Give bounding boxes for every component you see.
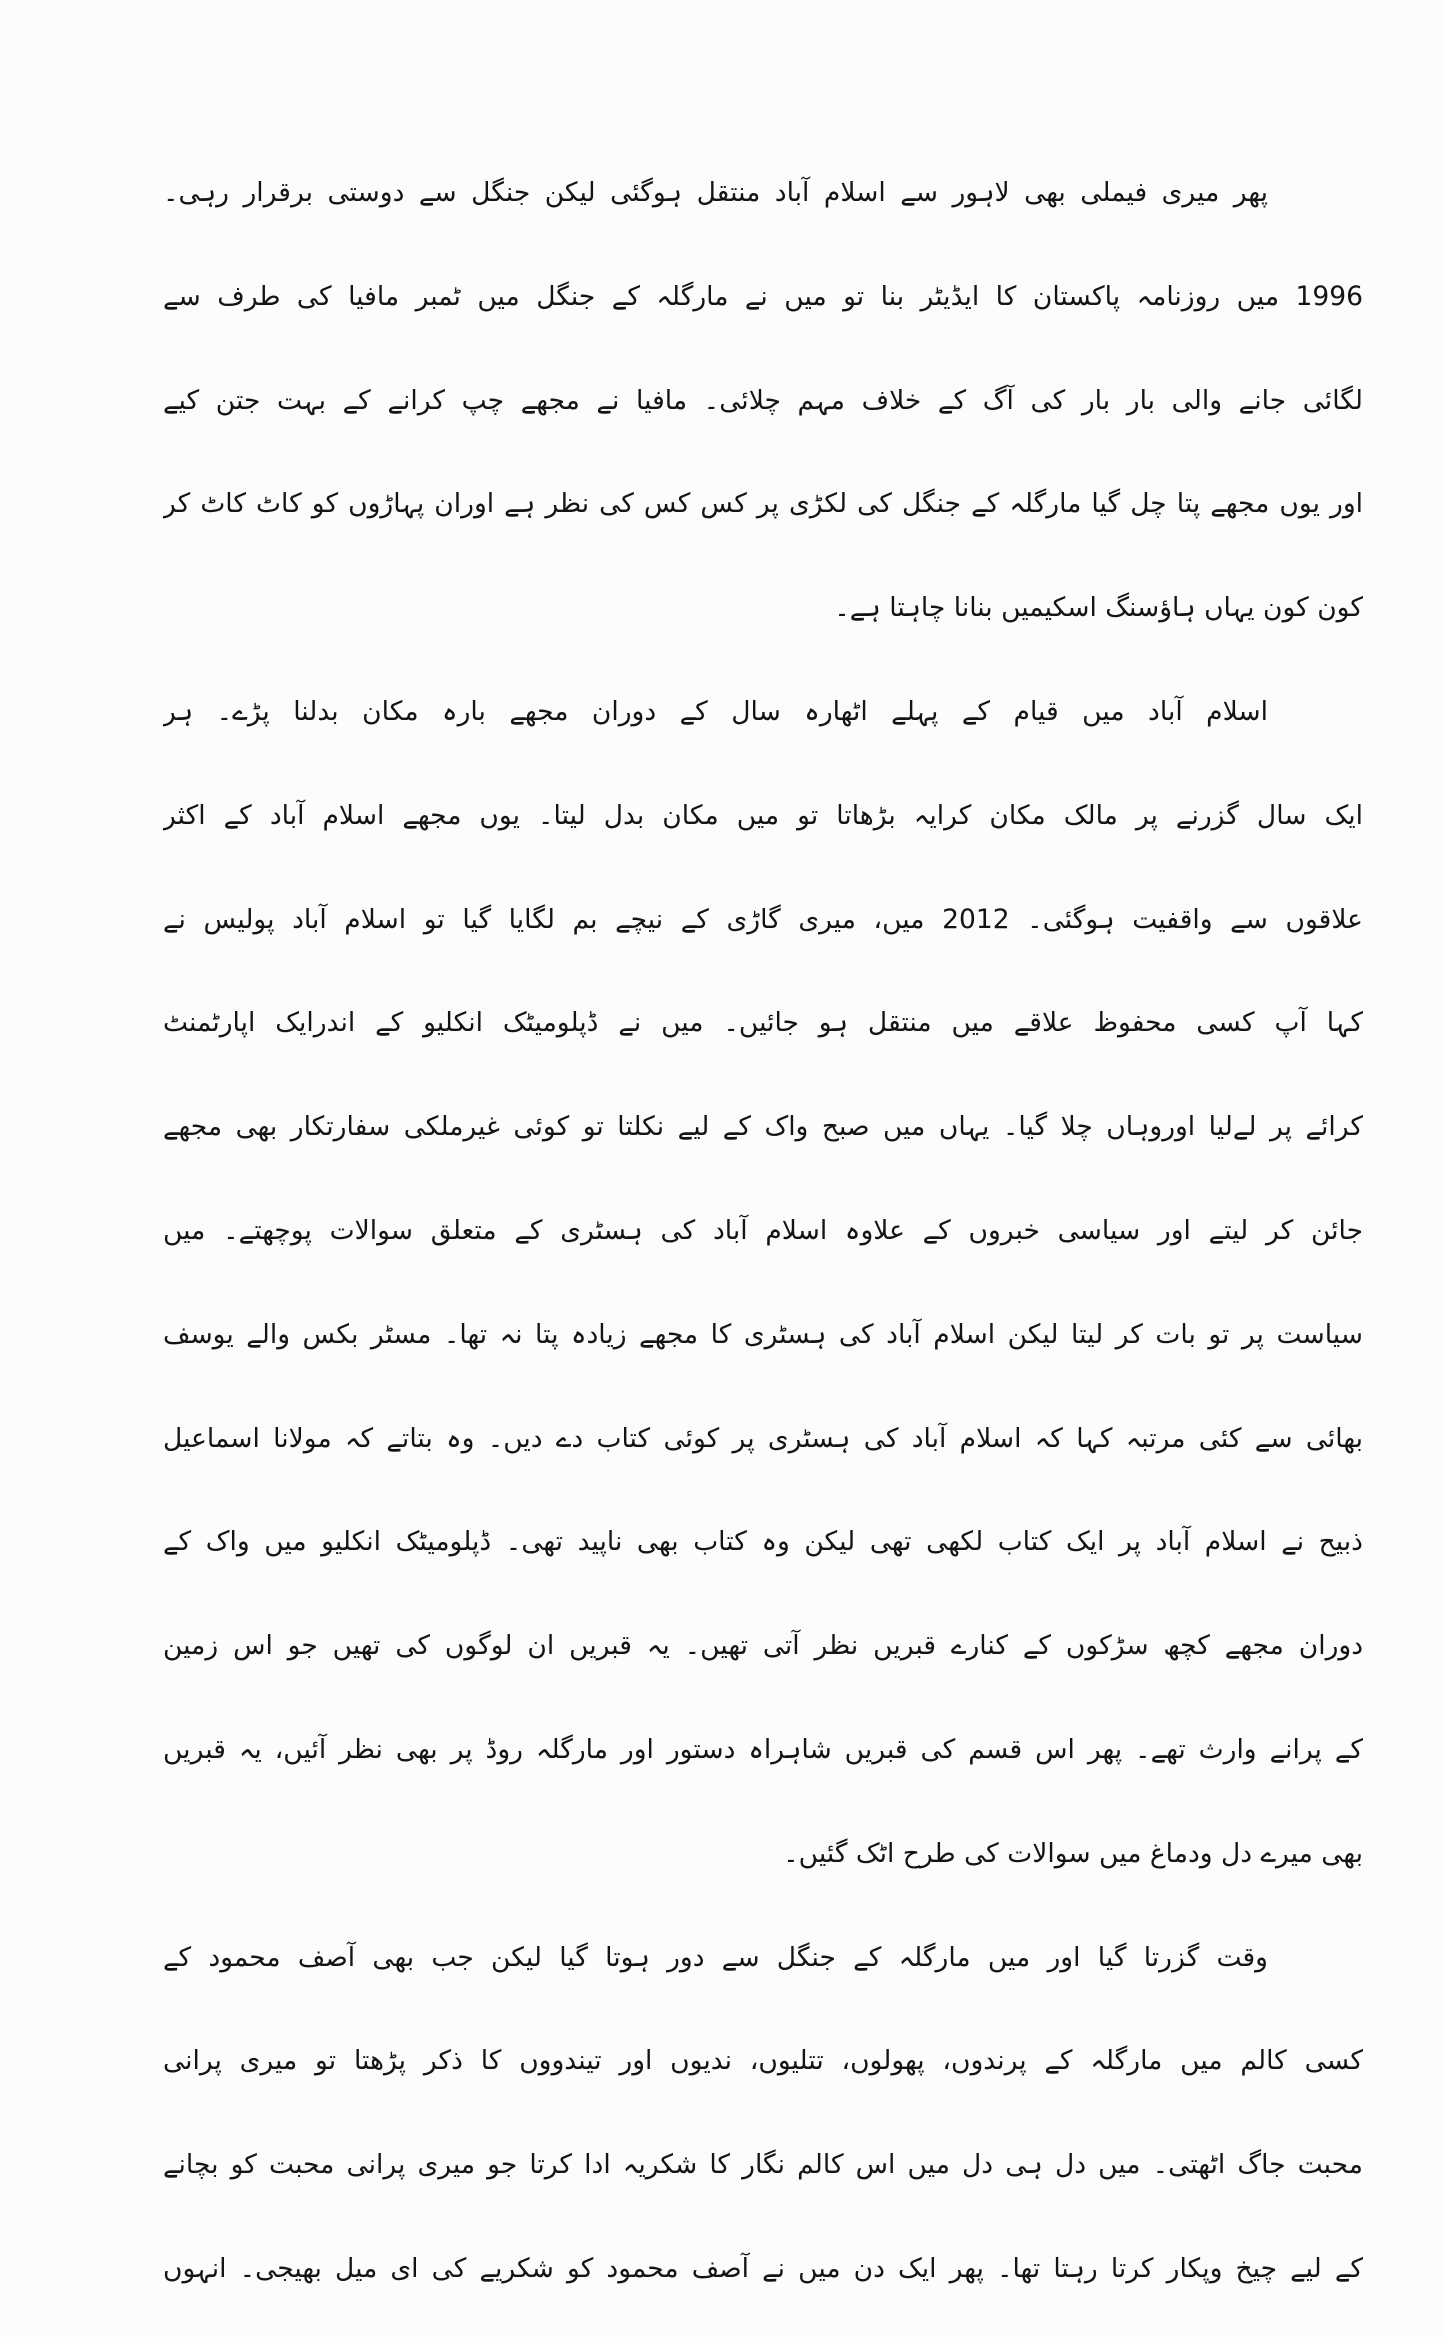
text-line <box>163 349 1363 453</box>
line-text: کسی کالم میں مارگلہ کے پرندوں، پھولوں، تتلیوں، ندیوں اور تیندووں کا ذکر پڑھتا تو میری پرانی <box>163 2045 1363 2077</box>
line-text: سیاست پر تو بات کر لیتا لیکن اسلام آباد کی ہسٹری کا مجھے زیادہ پتا نہ تھا۔ مسٹر بکس والے یوسف <box>163 1318 1363 1350</box>
line-text: کہا آپ کسی محفوظ علاقے میں منتقل ہو جائیں۔ میں نے ڈپلومیٹک انکلیو کے اندرایک اپارٹمنٹ <box>163 1007 1363 1039</box>
line-text: کون کون یہاں ہاؤسنگ اسکیمیں بنانا چاہتا ہے۔ <box>834 592 1363 624</box>
line-text: ذبیح نے اسلام آباد پر ایک کتاب لکھی تھی لیکن وہ کتاب بھی ناپید تھی۔ ڈپلومیٹک انکلیو میں واک کے <box>163 1526 1363 1558</box>
paragraph <box>163 1906 1363 2321</box>
line-text: دوران مجھے کچھ سڑکوں کے کنارے قبریں نظر آتی تھیں۔ یہ قبریں ان لوگوں کی تھیں جو اس زمین <box>163 1630 1363 1662</box>
line-text: وقت گزرتا گیا اور میں مارگلہ کے جنگل سے دور ہوتا گیا لیکن جب بھی آصف محمود کے <box>163 1941 1268 1973</box>
text-line <box>163 1179 1363 1283</box>
line-text: اور یوں مجھے پتا چل گیا مارگلہ کے جنگل کی لکڑی پر کس کس کی نظر ہے اوران پہاڑوں کو کاٹ کاٹ کر <box>163 488 1363 520</box>
paragraph <box>163 245 1363 660</box>
text-line <box>163 1075 1363 1179</box>
text-line <box>163 1283 1363 1387</box>
text-line <box>163 1906 1363 2010</box>
text-line <box>163 1490 1363 1594</box>
text-line <box>163 1594 1363 1698</box>
paragraph <box>163 141 1363 245</box>
line-text: اسلام آباد میں قیام کے پہلے اٹھارہ سال کے دوران مجھے بارہ مکان بدلنا پڑے۔ ہر <box>163 695 1268 727</box>
text-line <box>163 1802 1363 1906</box>
text-line <box>163 452 1363 556</box>
line-text: کے پرانے وارث تھے۔ پھر اس قسم کی قبریں شاہراہ دستور اور مارگلہ روڈ پر بھی نظر آئیں، یہ قبریں <box>163 1733 1363 1765</box>
text-line <box>163 2217 1363 2321</box>
text-line <box>163 660 1363 764</box>
text-line <box>163 556 1363 660</box>
text-line <box>163 1387 1363 1491</box>
text-line <box>163 245 1363 349</box>
line-text: علاقوں سے واقفیت ہوگئی۔ 2012 میں، میری گاڑی کے نیچے بم لگایا گیا تو اسلام آباد پولیس نے <box>163 903 1363 935</box>
line-text: ایک سال گزرنے پر مالک مکان کرایہ بڑھاتا تو میں مکان بدل لیتا۔ یوں مجھے اسلام آباد کے اکثر <box>163 799 1363 831</box>
text-line <box>163 1698 1363 1802</box>
text-line <box>163 2113 1363 2217</box>
document-body <box>163 141 1363 2321</box>
line-text: کے لیے چیخ وپکار کرتا رہتا تھا۔ پھر ایک دن میں نے آصف محمود کو شکریے کی ای میل بھیجی۔ انہوں <box>163 2252 1363 2284</box>
line-text: 1996 میں روزنامہ پاکستان کا ایڈیٹر بنا تو میں نے مارگلہ کے جنگل میں ٹمبر مافیا کی طرف سے <box>163 280 1363 312</box>
text-line <box>163 971 1363 1075</box>
text-line <box>163 868 1363 972</box>
line-text: کرائے پر لےلیا اوروہاں چلا گیا۔ یہاں میں صبح واک کے لیے نکلتا تو کوئی غیرملکی سفارتکار بھی مجھے <box>163 1111 1363 1143</box>
line-text: پھر میری فیملی بھی لاہور سے اسلام آباد منتقل ہوگئی لیکن جنگل سے دوستی برقرار رہی۔ <box>163 177 1268 208</box>
text-line <box>163 141 1363 245</box>
line-text: بھائی سے کئی مرتبہ کہا کہ اسلام آباد کی ہسٹری پر کوئی کتاب دے دیں۔ وہ بتاتے کہ مولانا اسماعیل <box>163 1422 1363 1454</box>
line-text: بھی میرے دل ودماغ میں سوالات کی طرح اٹک گئیں۔ <box>783 1837 1363 1869</box>
paragraph <box>163 660 1363 1906</box>
text-line <box>163 2009 1363 2113</box>
line-text: لگائی جانے والی بار بار کی آگ کے خلاف مہم چلائی۔ مافیا نے مجھے چپ کرانے کے بہت جتن کیے <box>163 384 1363 416</box>
line-text: محبت جاگ اٹھتی۔ میں دل ہی دل میں اس کالم نگار کا شکریہ ادا کرتا جو میری پرانی محبت کو بچانے <box>163 2149 1363 2181</box>
line-text: جائن کر لیتے اور سیاسی خبروں کے علاوہ اسلام آباد کی ہسٹری کے متعلق سوالات پوچھتے۔ میں <box>163 1214 1363 1246</box>
text-line <box>163 764 1363 868</box>
